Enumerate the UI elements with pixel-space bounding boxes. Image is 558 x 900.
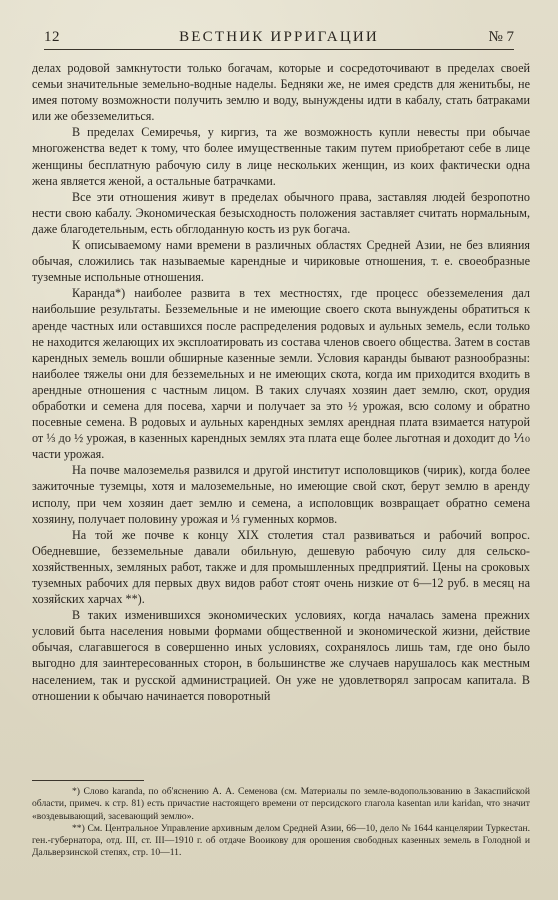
footnote: *) Слово karanda, по об'яснению А. А. Семенова (см. Материалы по земле-водопользованию в Закаспийской области, примеч. к стр. 81) есть причастие настоящего времени от персидского глагола kasentan или karidan, что значит «воздевывающий, засевающий землю». <box>32 786 530 822</box>
footnotes <box>32 786 530 860</box>
paragraph: Каранда*) наиболее развита в тех местностях, где процесс обезземеления дал наибольшие результаты. Безземельные и не имеющие своего скота вынуждены обратиться к аренде частных или оставшихся после распределения родовых и аульных земель, если только не находится желающих их эксплоатировать из состава членов своего общества. Затем в состав карендных земель вошли обширные казенные земли. Условия каранды бывают разнообразны: наиболее тяжелы они для безземельных и не имеющих скота, когда им приходится входить в арендные отношения с частным лицом. В таких случаях хозяин дает землю, скот, орудия обработки и семена для посева, харчи и получает за это ½ урожая, всю солому и обратно посевные семена. В родовых и аульных карендных землях арендная плата взимается натурой от ⅓ до ½ урожая, в казенных карендных землях эта плата еще более льготная и доходит до ⅒ части урожая. <box>32 286 530 462</box>
footnote-divider <box>32 780 144 781</box>
page-number: 12 <box>44 29 60 45</box>
paragraph: В таких изменившихся экономических условиях, когда началась замена прежних условий быта населения новыми формами общественной и экономической жизни, действие обычая, слагавшегося в совершенно иных условиях, сохранялось лишь там, где оно было выгодно для заинтересованных сторон, в большинстве же случаев нарушалось как местным населением, так и русской администрацией. Он уже не удовлетворял запросам капитала. В отношении к обычаю начинается поворотный <box>32 608 530 703</box>
journal-title: ВЕСТНИК ИРРИГАЦИИ <box>179 29 379 45</box>
paragraph: Все эти отношения живут в пределах обычного права, заставляя людей безропотно нести свою кабалу. Экономическая безысходность положения заставляет считать нормальным, даже благодетельным, есть обглоданную кость из рук богача. <box>32 189 530 236</box>
paragraph: К описываемому нами времени в различных областях Средней Азии, не без влияния обычая, сложились так называемые карендные и чириковые отношения, т. е. своеобразные туземные испольные отношения. <box>32 238 530 285</box>
paragraph: На той же почве к концу XIX столетия стал развиваться и рабочий вопрос. Обедневшие, безземельные давали обильную, дешевую рабочую силу для сельско-хозяйственных, земляных работ, также и для промышленных предприятий. Цены на сроковых туземных рабочих для первых двух видов работ стоят очень низкие от 6—12 руб. в месяц на хозяйских харчах **). <box>32 527 530 607</box>
paragraph: На почве малоземелья развился и другой институт исполовщиков (чирик), когда более зажиточные туземцы, хотя и малоземельные, но имеющие свой скот, берут землю в аренду исполу, при чем хозяин дает землю и семена, а исполовщик возвращает обратно семена хозяину, получает половину урожая и ⅓ гуменных кормов. <box>32 463 530 526</box>
paragraph: делах родовой замкнутости только богачам, которые и сосредоточивают в пределах своей семьи значительные земельно-водные наделы. Бедняки же, не имея средств для женитьбы, не имея потому возможности получить землю и воду, вынуждены идти в кабалу, стать батраками или же обезземелиться. <box>32 61 530 124</box>
paragraph: В пределах Семиречья, у киргиз, та же возможность купли невесты при обычае многоженства ведет к тому, что более имущественные таким путем приобретают себе в лице женщины бесплатную рабочую силу в лице нескольких женщин, из коих фактически одна жена является женой, а остальные батрачками. <box>32 125 530 188</box>
page-header <box>44 27 514 50</box>
issue-number: № 7 <box>488 29 514 45</box>
article-body <box>32 60 530 704</box>
footnote: **) См. Центральное Управление архивным делом Средней Азии, 66—10, дело № 1644 канцелярии Туркестан. ген.-губернатора, отд. III, ст. III—1910 г. об отдаче Вооикову для орошения свободных казенных земель в Голодной и Дальверзинской степях, стр. 10—11. <box>32 822 530 859</box>
